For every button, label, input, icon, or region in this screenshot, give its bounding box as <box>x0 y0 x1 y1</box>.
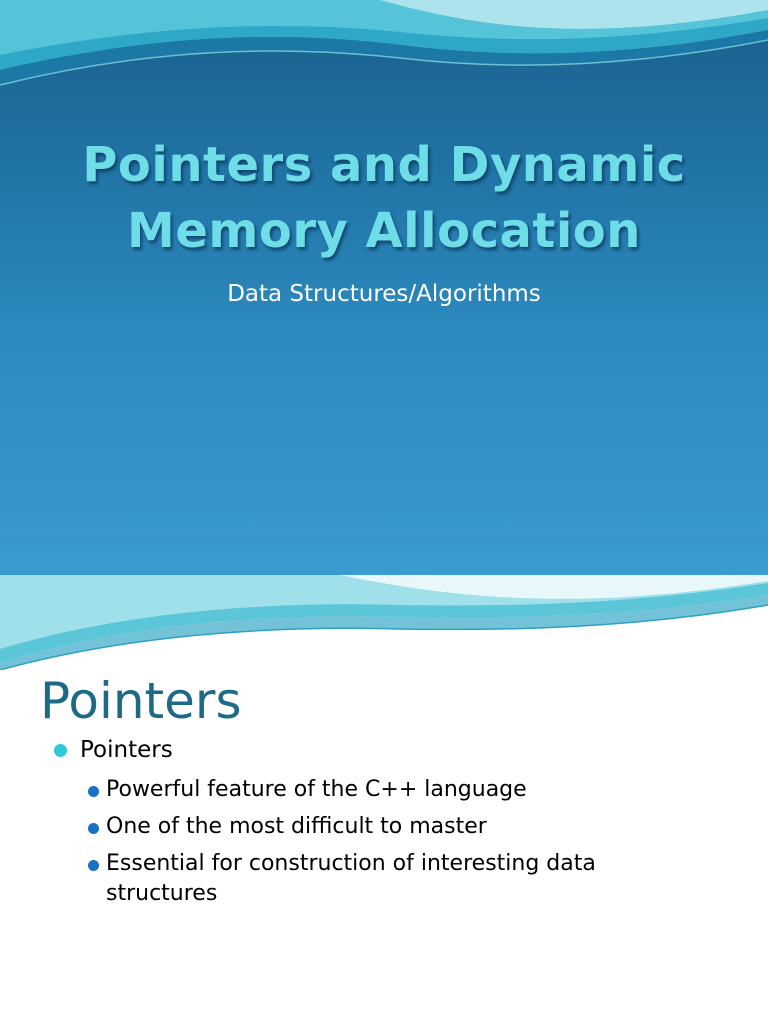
bullet-dot-icon <box>54 744 67 757</box>
bullet-dot-icon <box>88 860 99 871</box>
sub-bullet <box>88 812 708 842</box>
wave-decoration <box>0 575 768 670</box>
bullet-text: Pointers <box>80 737 173 763</box>
sub-bullet-text: Powerful feature of the C++ language <box>106 777 527 802</box>
sub-bullet-text: One of the most difficult to master <box>106 814 487 839</box>
slide-title <box>0 132 768 264</box>
bullet-dot-icon <box>88 823 99 834</box>
sub-bullet <box>88 775 708 805</box>
bullet-dot-icon <box>88 786 99 797</box>
bullet-level-1 <box>54 735 173 765</box>
sub-bullet-text: Essential for construction of interesting data structures <box>106 851 596 906</box>
sub-bullet <box>88 849 708 909</box>
title-line-2: Memory Allocation <box>127 203 641 259</box>
title-line-1: Pointers and Dynamic <box>82 137 686 193</box>
content-slide <box>0 575 768 1024</box>
slide-subtitle: Data Structures/Algorithms <box>227 281 541 307</box>
slide-heading: Pointers <box>40 672 242 730</box>
wave-decoration <box>0 0 768 110</box>
